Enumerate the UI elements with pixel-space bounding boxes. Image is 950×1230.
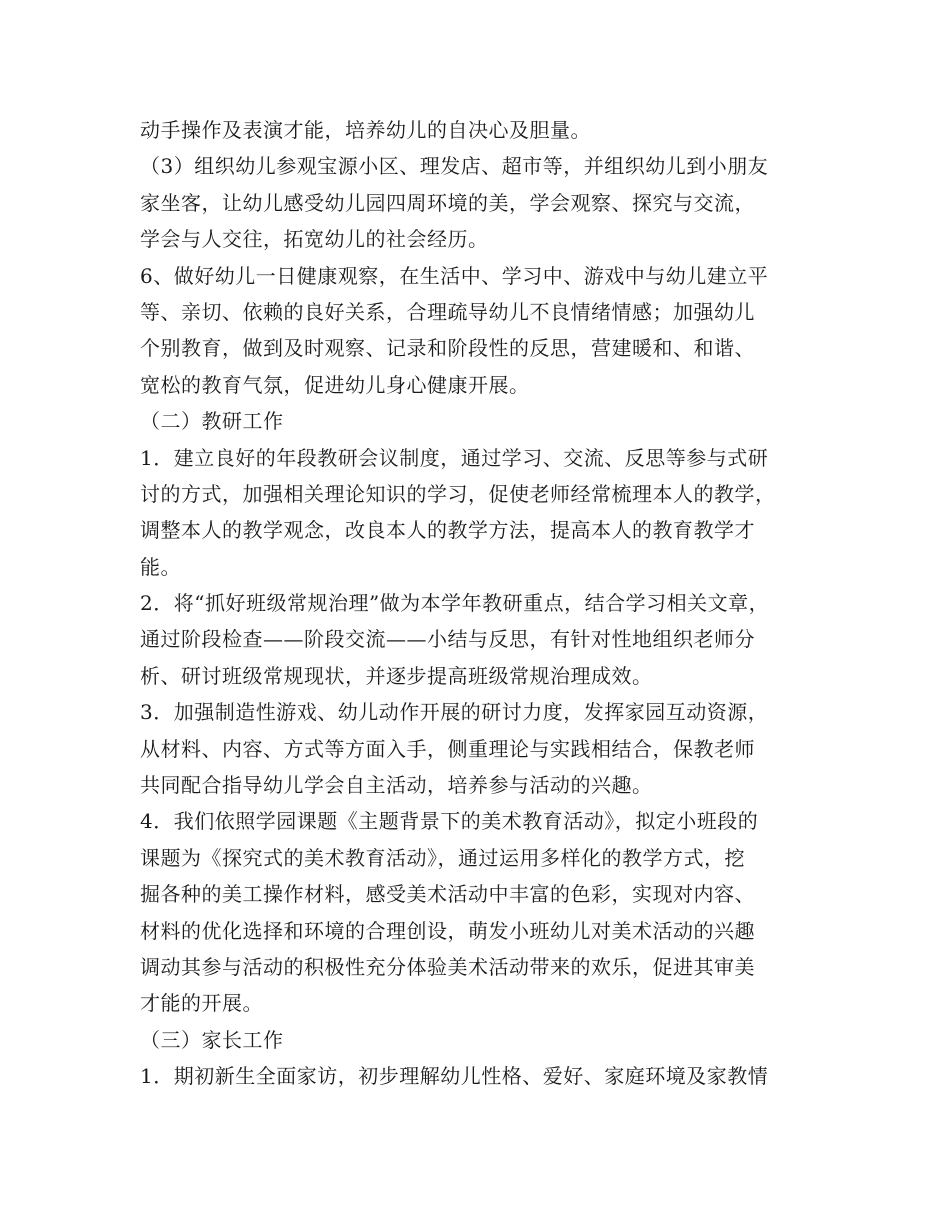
text-line: 调动其参与活动的积极性充分体验美术活动带来的欢乐，促进其审美 — [140, 954, 755, 979]
text-line: 个别教育，做到及时观察、记录和阶段性的反思，营建暖和、和谐、 — [140, 336, 755, 361]
text-line: 1．期初新生全面家访，初步理解幼儿性格、爱好、家庭环境及家教情 — [140, 1064, 769, 1089]
text-line: 课题为《探究式的美术教育活动》，通过运用多样化的教学方式，挖 — [140, 845, 745, 870]
text-line: 能。 — [140, 554, 181, 579]
text-line: 6、做好幼儿一日健康观察，在生活中、学习中、游戏中与幼儿建立平 — [140, 263, 769, 288]
text-line: 宽松的教育气氛，促进幼儿身心健康开展。 — [140, 372, 530, 397]
body-text — [140, 112, 830, 1095]
text-line: 讨的方式，加强相关理论知识的学习，促使老师经常梳理本人的教学， — [140, 481, 776, 506]
text-line: 3．加强制造性游戏、幼儿动作开展的研讨力度，发挥家园互动资源， — [140, 700, 769, 725]
text-line: 家坐客，让幼儿感受幼儿园四周环境的美，学会观察、探究与交流， — [140, 190, 755, 215]
text-line: 动手操作及表演才能，培养幼儿的自决心及胆量。 — [140, 118, 591, 142]
text-line: 才能的开展。 — [140, 991, 263, 1016]
text-line: 2．将“抓好班级常规治理”做为本学年教研重点，结合学习相关文章， — [140, 591, 770, 616]
section-heading: （二）教研工作 — [140, 409, 284, 434]
text-line: 学会与人交往，拓宽幼儿的社会经历。 — [140, 227, 489, 252]
text-line: 掘各种的美工操作材料，感受美术活动中丰富的色彩，实现对内容、 — [140, 882, 755, 907]
text-line: 材料的优化选择和环境的合理创设，萌发小班幼儿对美术活动的兴趣 — [140, 918, 755, 943]
text-line: 析、研讨班级常规现状，并逐步提高班级常规治理成效。 — [140, 663, 653, 688]
section-heading: （三）家长工作 — [140, 1027, 284, 1052]
text-line: 4．我们依照学园课题《主题背景下的美术教育活动》，拟定小班段的 — [140, 809, 759, 834]
text-line: 从材料、内容、方式等方面入手，侧重理论与实践相结合，保教老师 — [140, 736, 755, 761]
text-line: 等、亲切、依赖的良好关系，合理疏导幼儿不良情绪情感；加强幼儿 — [140, 299, 755, 324]
text-line: 1．建立良好的年段教研会议制度，通过学习、交流、反思等参与式研 — [140, 445, 769, 470]
text-line: 通过阶段检查——阶段交流——小结与反思，有针对性地组织老师分 — [140, 627, 755, 652]
text-line: （3）组织幼儿参观宝源小区、理发店、超市等，并组织幼儿到小朋友 — [140, 154, 769, 179]
text-line: 共同配合指导幼儿学会自主活动，培养参与活动的兴趣。 — [140, 773, 653, 798]
text-line: 调整本人的教学观念，改良本人的教学方法，提高本人的教育教学才 — [140, 518, 755, 543]
